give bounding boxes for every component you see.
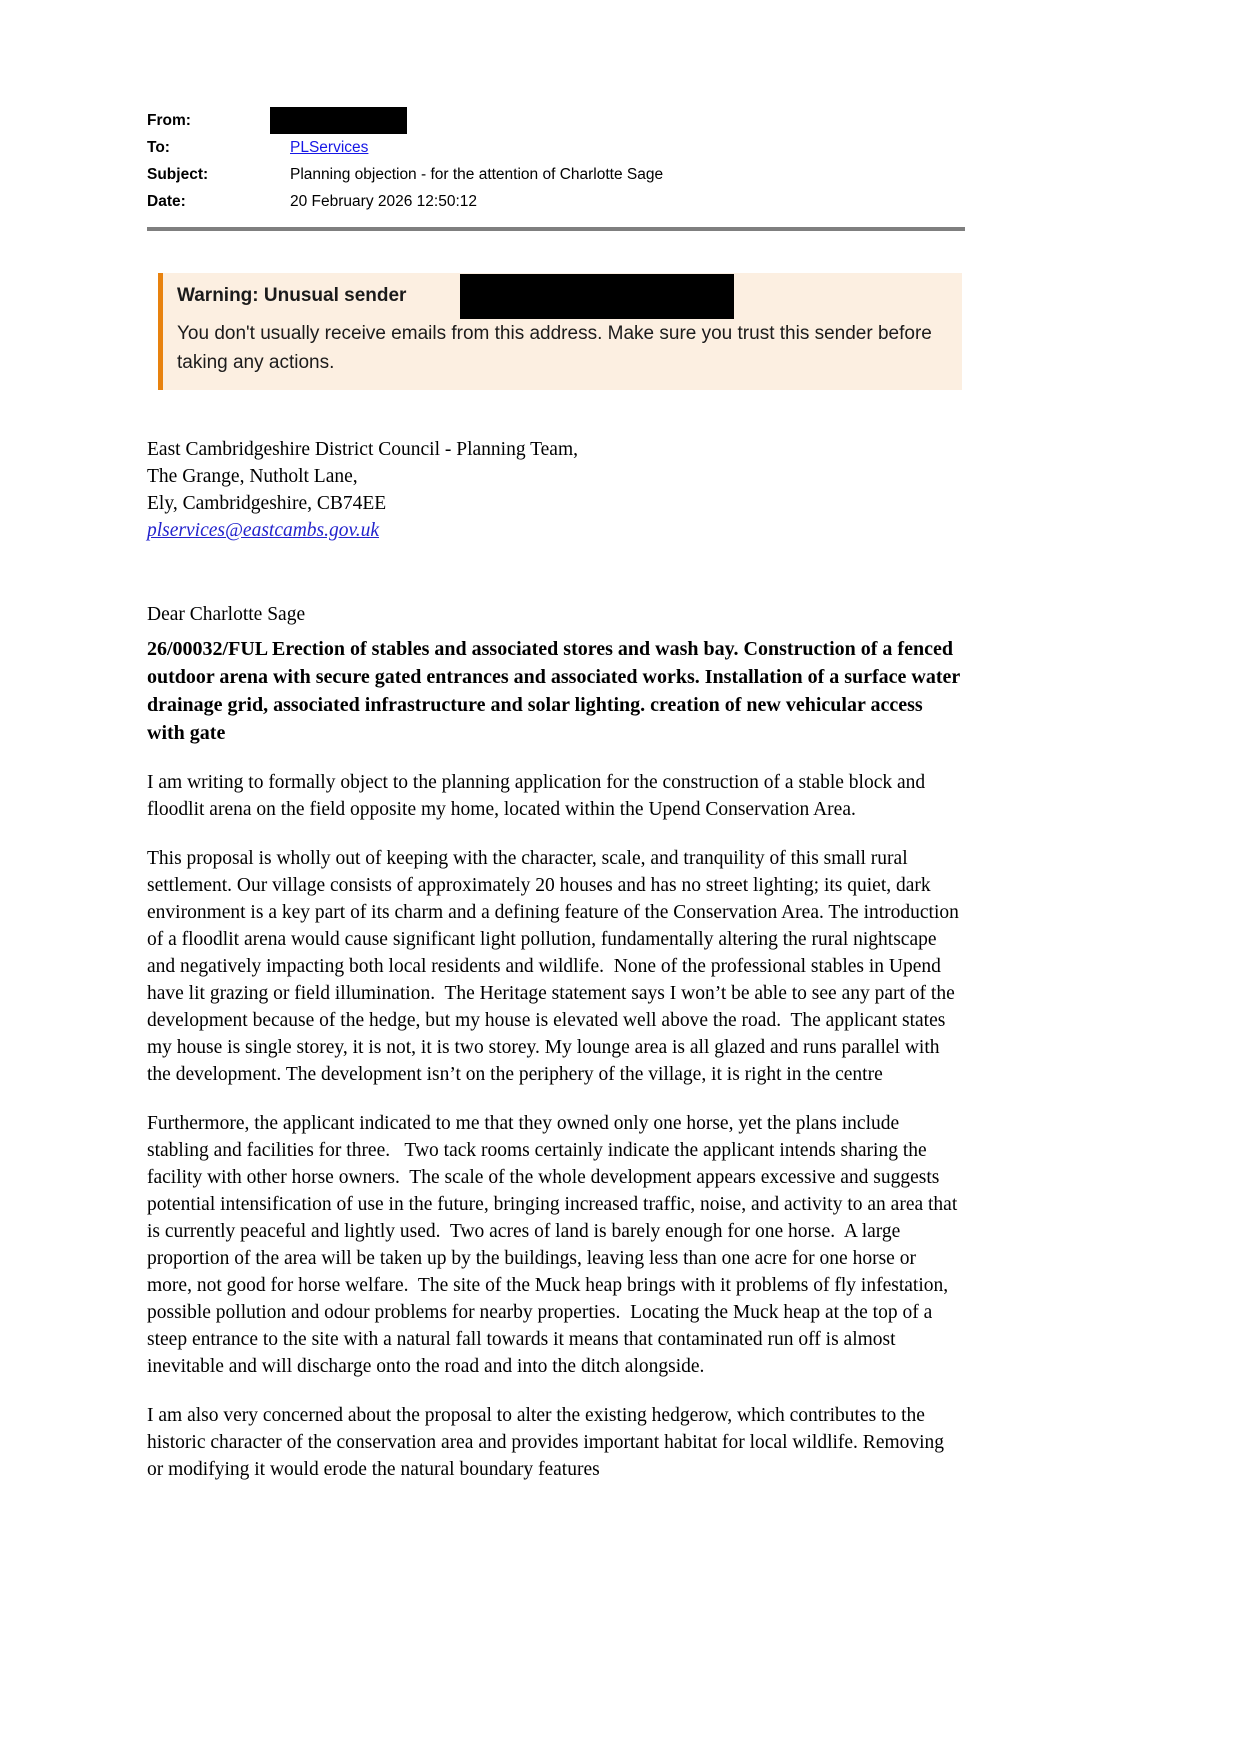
to-label: To: (147, 139, 170, 156)
subject-value: Planning objection - for the attention of Charlotte Sage (290, 166, 664, 183)
redacted-sender-address (460, 274, 734, 319)
date-label: Date: (147, 193, 186, 210)
from-label: From: (147, 112, 191, 129)
address-line: The Grange, Nutholt Lane, (147, 466, 358, 487)
header-row-date (147, 188, 965, 215)
to-recipient-link[interactable]: PLServices (290, 139, 369, 156)
address-line: East Cambridgeshire District Council - Planning Team, (147, 439, 578, 460)
letter-body (147, 436, 965, 1483)
letter-paragraph: I am also very concerned about the proposal to alter the existing hedgerow, which contributes to the historic character of the conservation area and provides important habitat for local wildlife. Removing or modifying it would erode the natural boundary features (147, 1405, 949, 1480)
subject-label: Subject: (147, 166, 209, 183)
header-row-to (147, 134, 965, 161)
application-heading: 26/00032/FUL Erection of stables and associated stores and wash bay. Construction of a fenced outdoor arena with secure gated entrances and associated works. Installation of a surface water drainage grid, associated infrastructure and solar lighting. creation of new vehicular access with gate (147, 638, 965, 744)
recipient-address-block (147, 436, 965, 544)
unusual-sender-warning-banner (158, 273, 962, 390)
planning-email-link[interactable]: plservices@eastcambs.gov.uk (147, 520, 380, 541)
header-divider (147, 227, 965, 231)
date-value: 20 February 2026 12:50:12 (290, 193, 477, 210)
warning-body-text: You don't usually receive emails from this address. Make sure you trust this sender before taking any actions. (177, 323, 932, 373)
salutation: Dear Charlotte Sage (147, 604, 306, 625)
address-line: Ely, Cambridgeshire, CB74EE (147, 493, 387, 514)
letter-paragraph: I am writing to formally object to the planning application for the construction of a stable block and floodlit arena on the field opposite my home, located within the Upend Conservation Area. (147, 772, 931, 820)
letter-paragraph: Furthermore, the applicant indicated to me that they owned only one horse, yet the plans include stabling and facilities for three. Two tack rooms certainly indicate the applicant intends sharing the facility with other horse owners. The scale of the whole development appears excessive and suggests potential intensification of use in the future, bringing increased traffic, noise, and activity to an area that is currently peaceful and lightly used. Two acres of land is barely enough for one horse. A large proportion of the area will be taken up by the buildings, leaving less than one acre for one horse or more, not good for horse welfare. The site of the Muck heap brings with it problems of fly infestation, possible pollution and odour problems for nearby properties. Locating the Muck heap at the top of a steep entrance to the site with a natural fall towards it means that contaminated run off is almost inevitable and will discharge onto the road and into the ditch alongside. (147, 1113, 963, 1377)
letter-paragraph: This proposal is wholly out of keeping with the character, scale, and tranquility of this small rural settlement. Our village consists of approximately 20 houses and has no street lighting; its quiet, dark environment is a key part of its charm and a defining feature of the Conservation Area. The introduction of a floodlit arena would cause significant light pollution, fundamentally altering the rural nightscape and negatively impacting both local residents and wildlife. None of the professional stables in Upend have lit grazing or field illumination. The Heritage statement says I won’t be able to see any part of the development because of the hedge, but my house is elevated well above the road. The applicant states my house is single storey, it is not, it is two storey. My lounge area is all glazed and runs parallel with the development. The development isn’t on the periphery of the village, it is right in the centre (147, 848, 964, 1085)
header-row-subject (147, 161, 965, 188)
header-row-from (147, 107, 965, 134)
redacted-from-address (270, 107, 407, 134)
warning-title: Warning: Unusual sender (177, 285, 407, 306)
warning-title-line (177, 281, 946, 319)
email-header (147, 107, 965, 215)
